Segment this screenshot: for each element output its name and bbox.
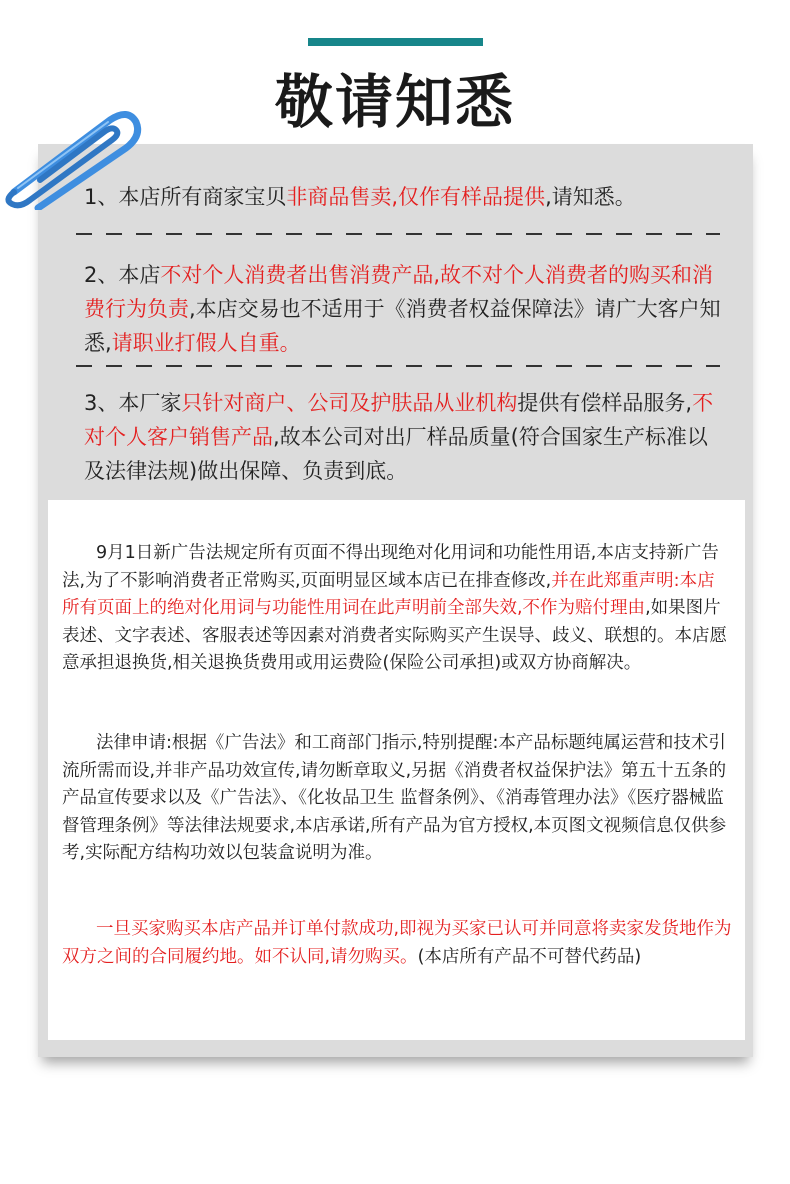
notice-item-2 — [84, 258, 724, 360]
notice-item-1 — [84, 180, 724, 214]
highlight-text: 请职业打假人自重。 — [111, 331, 301, 355]
body-text: ,请知悉。 — [545, 185, 636, 209]
body-text: ,如果图片表述、文字表述、客服表述等因素对消费者实际购买产生误导、歧义、联想的。本店愿意承担退换货,相关退换货费用或用运费险(保险公司承担)或双方协商解决。 — [62, 598, 727, 673]
notice-item-3 — [84, 386, 724, 488]
highlight-text: 一旦买家购买本店产品并订单付款成功,即视为买家已认可并同意将卖家发货地作为双方之间的合同履约地。如不认同,请勿购买。 — [62, 919, 732, 967]
body-text: 2、本店 — [84, 263, 161, 287]
highlight-text: 并在此郑重声明:本店所有页面上的绝对化用词与功能性用词在此声明前全部失效,不作为赔付理由 — [62, 570, 715, 618]
body-text: 法律申请:根据《广告法》和工商部门指示,特别提醒:本产品标题纯属运营和技术引流所需而设,并非产品功效宣传,请勿断章取义,另据《消费者权益保护法》第五十五条的产品宣传要求以及《广告法》、《化妆品卫生 监督条例》、《消毒管理办法》《医疗器械监督管理条例》等法律法规要求,本店承诺,所有产品为官方授权,本页图文视频信息仅供参考,实际配方结构功效以包装盒说明为准。 — [62, 733, 727, 863]
disclaimer-paragraph-ad-law — [62, 540, 732, 678]
body-text: ,故本公司对出厂样品质量(符合国家生产标准以及法律法规)做出保障、负责到底。 — [84, 425, 708, 483]
body-text: 3、本厂家 — [84, 391, 182, 415]
dashed-divider — [76, 365, 720, 367]
disclaimer-paragraph-legal — [62, 730, 732, 868]
highlight-text: 非商品售卖,仅作有样品提供 — [286, 185, 546, 209]
page-title: 敬请知悉 — [274, 68, 515, 136]
highlight-text: 不对个人消费者出售消费产品,故不对个人消费者的购买和消费行为负责 — [84, 263, 714, 321]
disclaimer-paragraph-contract — [62, 916, 732, 971]
body-text: 提供有偿样品服务, — [517, 391, 693, 415]
highlight-text: 不对个人客户销售产品 — [84, 391, 714, 449]
title-accent-bar — [308, 38, 483, 46]
body-text: ,本店交易也不适用于《消费者权益保障法》请广大客户知悉, — [84, 297, 721, 355]
body-text: 9月1日新广告法规定所有页面不得出现绝对化用词和功能性用语,本店支持新广告法,为了不影响消费者正常购买,页面明显区域本店已在排查修改, — [62, 543, 719, 591]
body-text: (本店所有产品不可替代药品) — [417, 946, 642, 967]
highlight-text: 只针对商户、公司及护肤品从业机构 — [181, 391, 518, 415]
body-text: 1、本店所有商家宝贝 — [84, 185, 287, 209]
dashed-divider — [76, 233, 720, 235]
